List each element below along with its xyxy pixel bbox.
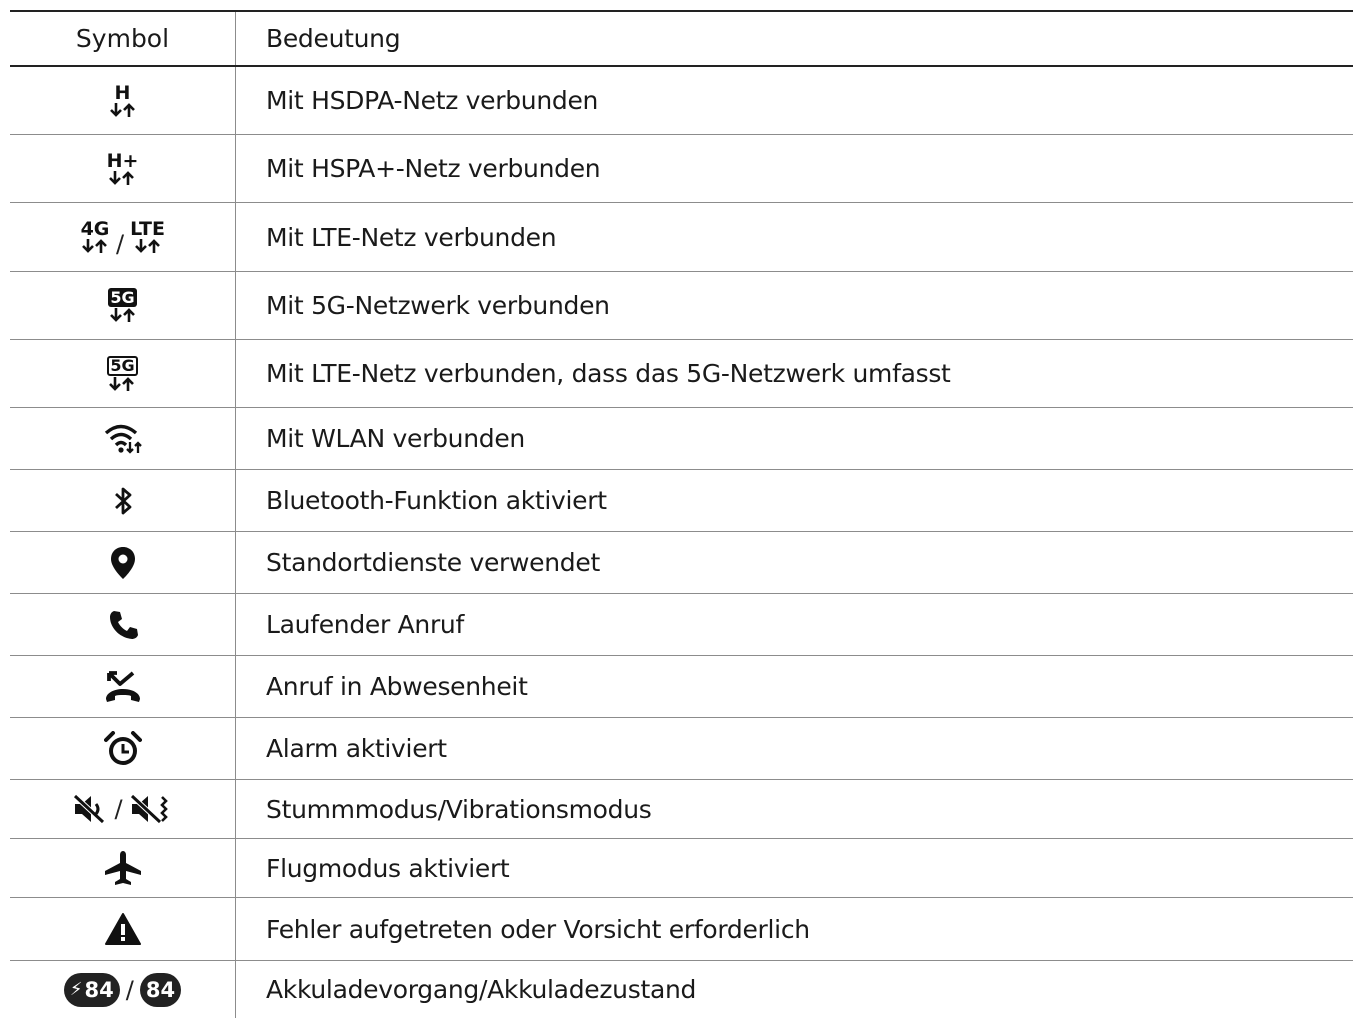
row-meaning: Mit LTE-Netz verbunden xyxy=(266,222,557,252)
mute-vibrate-icon: / xyxy=(10,780,236,838)
header-symbol: Symbol xyxy=(10,12,236,65)
battery-icon: ⚡ 84 / 84 xyxy=(10,961,236,1018)
table-row xyxy=(10,839,1353,898)
row-meaning: Mit WLAN verbunden xyxy=(266,424,525,453)
location-pin-icon xyxy=(10,532,236,593)
vibrate-icon xyxy=(129,793,173,825)
lte-icon: 4G / LTE xyxy=(10,203,236,271)
row-meaning: Laufender Anruf xyxy=(266,610,464,639)
battery-charging-icon: ⚡ 84 xyxy=(64,973,120,1007)
header-meaning: Bedeutung xyxy=(266,24,401,53)
airplane-icon xyxy=(10,839,236,897)
row-meaning: Mit HSPA+-Netz verbunden xyxy=(266,154,601,183)
warning-icon xyxy=(10,898,236,960)
table-row xyxy=(10,272,1353,340)
row-meaning: Fehler aufgetreten oder Vorsicht erforderlich xyxy=(266,914,810,944)
table-row xyxy=(10,340,1353,408)
table-row xyxy=(10,898,1353,961)
table-row xyxy=(10,203,1353,272)
row-meaning: Flugmodus aktiviert xyxy=(266,853,510,883)
table-row xyxy=(10,67,1353,135)
table-row xyxy=(10,780,1353,839)
table-row xyxy=(10,470,1353,532)
row-meaning: Anruf in Abwesenheit xyxy=(266,672,528,701)
status-icons-table xyxy=(10,10,1353,1018)
row-meaning: Bluetooth-Funktion aktiviert xyxy=(266,486,607,515)
table-row xyxy=(10,656,1353,718)
row-meaning: Mit HSDPA-Netz verbunden xyxy=(266,86,599,115)
table-row xyxy=(10,961,1353,1018)
table-row xyxy=(10,135,1353,203)
hspa-plus-icon: H+ xyxy=(10,135,236,202)
bluetooth-icon xyxy=(10,470,236,531)
5g-icon: 5G xyxy=(10,272,236,339)
alarm-icon xyxy=(10,718,236,779)
table-row xyxy=(10,532,1353,594)
missed-call-icon xyxy=(10,656,236,717)
row-meaning: Alarm aktiviert xyxy=(266,734,447,763)
mute-icon xyxy=(72,793,108,825)
row-meaning: Standortdienste verwendet xyxy=(266,548,600,577)
wifi-icon xyxy=(10,408,236,469)
table-row xyxy=(10,408,1353,470)
hsdpa-icon: H xyxy=(10,67,236,134)
phone-icon xyxy=(10,594,236,655)
row-meaning: Akkuladevorgang/Akkuladezustand xyxy=(266,975,697,1004)
row-meaning: Mit 5G-Netzwerk verbunden xyxy=(266,291,610,320)
battery-level-icon: 84 xyxy=(140,973,181,1007)
table-row xyxy=(10,594,1353,656)
lte-5g-icon: 5G xyxy=(10,340,236,407)
table-header xyxy=(10,12,1353,67)
row-meaning: Stummmodus/Vibrationsmodus xyxy=(266,794,652,824)
row-meaning: Mit LTE-Netz verbunden, dass das 5G-Netzwerk umfasst xyxy=(266,359,951,388)
table-row xyxy=(10,718,1353,780)
